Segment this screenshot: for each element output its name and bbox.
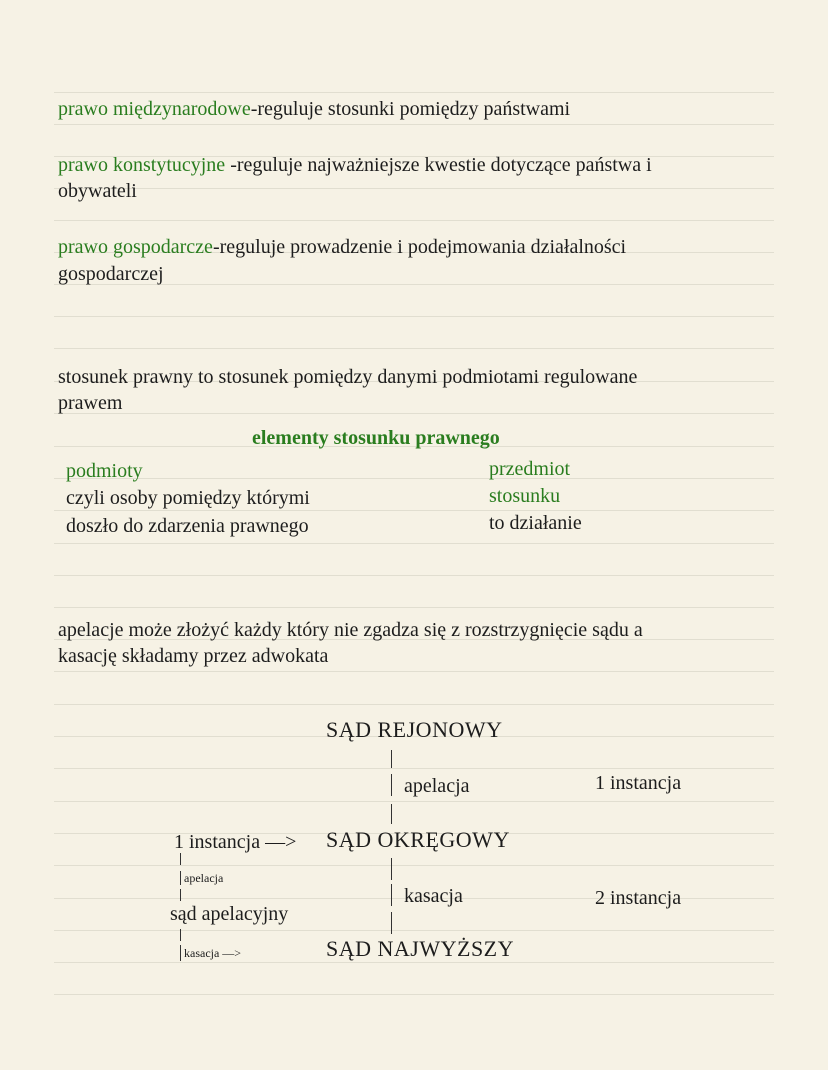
rule-line — [54, 930, 774, 931]
definition-text: -reguluje najważniejsze kwestie dotyczące państwa i — [225, 154, 652, 176]
rule-line — [54, 994, 774, 995]
cassation-arrow-label: kasacja — [404, 885, 463, 907]
object-line-1: to działanie — [489, 512, 582, 534]
connector-line — [180, 945, 181, 961]
relation-line-2: prawem — [58, 392, 123, 414]
object-title-2: stosunku — [489, 485, 561, 507]
connector-line — [391, 750, 392, 768]
rule-line — [54, 316, 774, 317]
rule-line — [54, 220, 774, 221]
appeal-line-1: apelacje może złożyć każdy który nie zgadza się z rozstrzygnięcie sądu a — [58, 619, 643, 641]
instance-1-label: 1 instancja — [595, 772, 682, 794]
rule-line — [54, 671, 774, 672]
rule-line — [54, 575, 774, 576]
connector-line — [391, 804, 392, 824]
instance-2-label: 2 instancja — [595, 887, 682, 909]
regional-court-label: SĄD OKRĘGOWY — [326, 827, 510, 852]
rule-line — [54, 543, 774, 544]
subjects-title: podmioty — [66, 460, 143, 482]
term: prawo międzynarodowe — [58, 98, 251, 120]
side-appeal-label: apelacja — [184, 871, 224, 885]
connector-line — [391, 858, 392, 880]
side-cassation-label: kasacja —> — [184, 946, 242, 960]
connector-line — [391, 912, 392, 934]
connector-line — [180, 871, 181, 885]
side-instance-label: 1 instancja —> — [174, 831, 297, 853]
definition-continuation: obywateli — [58, 180, 137, 202]
definition-continuation: gospodarczej — [58, 263, 164, 285]
elements-heading: elementy stosunku prawnego — [252, 427, 500, 449]
relation-line-1: stosunek prawny to stosunek pomiędzy danymi podmiotami regulowane — [58, 366, 638, 388]
object-title-1: przedmiot — [489, 458, 571, 480]
definition-text: -reguluje prowadzenie i podejmowania działalności — [212, 236, 627, 258]
term: prawo konstytucyjne — [58, 154, 226, 176]
definition-text: -reguluje stosunki pomiędzy państwami — [250, 98, 571, 120]
appeal-line-2: kasację składamy przez adwokata — [58, 645, 329, 667]
definition-constitutional-law — [58, 152, 652, 178]
district-court-label: SĄD REJONOWY — [326, 717, 503, 742]
term: prawo gospodarcze — [58, 236, 213, 258]
definition-economic-law — [58, 234, 626, 260]
connector-line — [180, 929, 181, 941]
appeal-arrow-label: apelacja — [404, 775, 470, 797]
rule-line — [54, 607, 774, 608]
connector-line — [391, 884, 392, 906]
rule-line — [54, 188, 774, 189]
rule-line — [54, 865, 774, 866]
appellate-court-label: sąd apelacyjny — [170, 903, 289, 925]
rule-line — [54, 704, 774, 705]
rule-line — [54, 413, 774, 414]
rule-line — [54, 124, 774, 125]
rule-line — [54, 962, 774, 963]
rule-line — [54, 348, 774, 349]
rule-line — [54, 801, 774, 802]
connector-line — [391, 774, 392, 796]
connector-line — [180, 853, 181, 865]
rule-line — [54, 478, 774, 479]
subjects-line-1: czyli osoby pomiędzy którymi — [66, 487, 310, 509]
rule-line — [54, 768, 774, 769]
definition-international-law — [58, 96, 570, 122]
rule-line — [54, 92, 774, 93]
connector-line — [180, 889, 181, 901]
subjects-line-2: doszło do zdarzenia prawnego — [66, 515, 309, 537]
supreme-court-label: SĄD NAJWYŻSZY — [326, 936, 514, 961]
